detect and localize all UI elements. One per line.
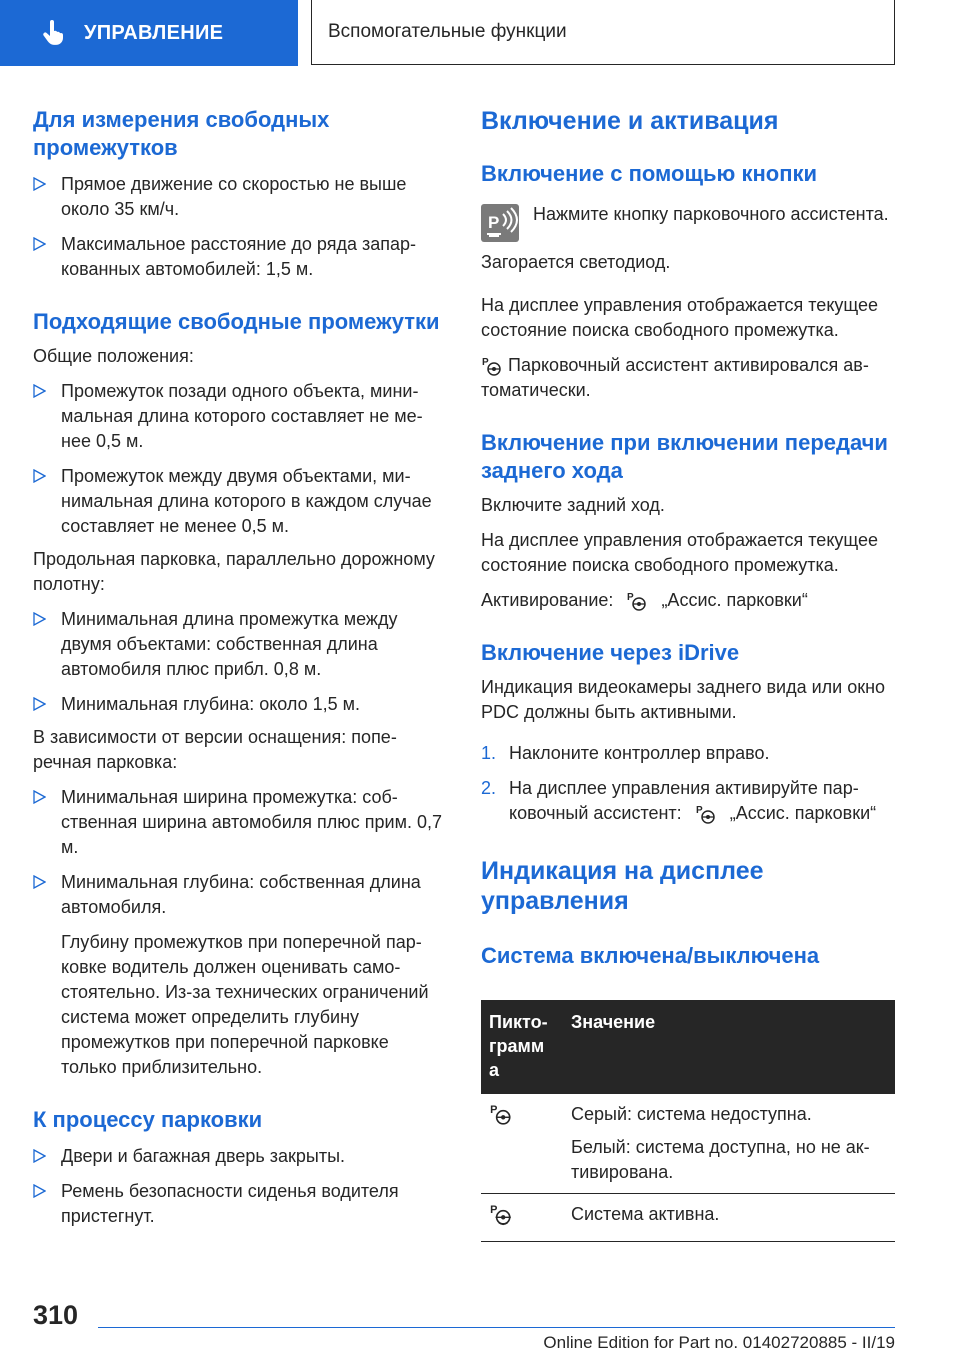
list-item: Прямое движение со скоростью не выше около 35 км/ч. <box>33 172 445 222</box>
heading-system-on-off: Система включена/выключена <box>481 943 820 968</box>
list-item: Промежуток между двумя объектами, минимальная длина которого в каждом случае составляет не менее 0,5 м. <box>33 464 445 539</box>
page-number: 310 <box>33 1300 79 1330</box>
table-row: P Серый: система недоступна. Белый: система доступна, но не активирована. <box>481 1094 895 1194</box>
paragraph: P Парковочный ассистент активировался автоматически. <box>481 355 869 400</box>
list-item-note: Глубину промежутков при поперечной парковке водитель должен оценивать самостоятельно. Из-за технических ограничений система может определить глубину промежутков при поперечной парковке только приблизительно. <box>61 932 429 1077</box>
svg-text:P: P <box>482 357 489 369</box>
paragraph: Индикация видеокамеры заднего вида или окно PDC должны быть активными. <box>481 677 886 722</box>
heading-measure: Для измерения свободных промежутков <box>33 107 330 160</box>
heading-display: Индикация на дисплее управления <box>481 857 764 915</box>
svg-text:P: P <box>490 1103 498 1116</box>
section-title: УПРАВЛЕНИЕ <box>84 21 224 44</box>
list-item: Минимальная длина промежутка между двумя объектами: собственная длина автомобиля плюс прибл. 0,8 м. <box>33 607 445 682</box>
paragraph: Включите задний ход. <box>481 495 665 515</box>
list-item: 1. Наклоните контроллер вправо. <box>481 743 770 763</box>
bullet-triangle-icon <box>33 790 46 804</box>
svg-text:P: P <box>490 1203 498 1216</box>
section-tab[interactable] <box>0 0 298 66</box>
heading-parking-process: К процессу парковки <box>33 1107 263 1132</box>
table-row: P Система активна. <box>481 1194 895 1242</box>
svg-text:P: P <box>488 213 500 232</box>
heading-suitable-gaps: Подходящие свободные промежутки <box>33 309 440 334</box>
bullet-triangle-icon <box>33 384 46 398</box>
list-item: Ремень безопасности сиденья водителя пристегнут. <box>33 1179 445 1229</box>
paragraph: На дисплее управления отображается текущее состояние поиска свободного промежутка. <box>481 295 879 340</box>
parking-assist-button-icon <box>481 204 519 242</box>
list-item: Минимальная ширина промежутка: собственная ширина автомобиля плюс прим. 0,7 м. <box>33 785 445 860</box>
bullet-triangle-icon <box>33 875 46 889</box>
parking-assist-off-icon <box>489 1102 513 1126</box>
paragraph: Активирование: P „Ассис. парковки“ <box>481 588 895 613</box>
list-item: Минимальная глубина: собственная длина автомобиля. Глубину промежутков при поперечной парковке водитель должен оценивать самостоятельно. Из-за технических ограничений система может определить глубину промежутков при поперечной парковке только приблизительно. <box>33 870 445 1080</box>
list-item: Минимальная глубина: около 1,5 м. <box>33 692 445 717</box>
paragraph: Продольная парковка, параллельно дорожному полотну: <box>33 549 435 594</box>
parking-assist-icon <box>626 590 648 612</box>
heading-button: Включение с помощью кнопки <box>481 161 818 186</box>
paragraph: Общие положения: <box>33 346 194 366</box>
heading-activation: Включение и активация <box>481 107 779 135</box>
heading-reverse-gear: Включение при включении передачи заднего хода <box>481 430 888 483</box>
pictogram-table <box>481 1000 895 1242</box>
heading-idrive: Включение через iDrive <box>481 640 740 665</box>
paragraph: В зависимости от версии оснащения: поперечная парковка: <box>33 727 397 772</box>
parking-assist-active-icon <box>481 355 503 377</box>
edition-note: Online Edition for Part no. 01402720885 - II/19 <box>543 1333 895 1352</box>
footer-divider <box>98 1327 895 1328</box>
left-column <box>33 100 445 1229</box>
list-item: Максимальное расстояние до ряда запаркованных автомобилей: 1,5 м. <box>33 232 445 282</box>
right-column <box>481 100 895 1242</box>
bullet-triangle-icon <box>33 1149 46 1163</box>
hand-pointer-icon <box>40 20 66 46</box>
parking-assist-icon <box>695 803 717 825</box>
bullet-triangle-icon <box>33 612 46 626</box>
bullet-triangle-icon <box>33 237 46 251</box>
svg-text:P: P <box>627 592 635 604</box>
bullet-triangle-icon <box>33 1184 46 1198</box>
svg-text:P: P <box>695 805 703 817</box>
parking-assist-active-icon <box>489 1202 513 1226</box>
table-header-row <box>481 1000 895 1094</box>
column-header-pictogram: Пиктограмм а <box>481 1000 563 1094</box>
bullet-triangle-icon <box>33 177 46 191</box>
subsection-header <box>311 0 895 65</box>
list-item: Промежуток позади одного объекта, минимальная длина которого составляет не менее 0,5 м. <box>33 379 445 454</box>
column-header-meaning: Значение <box>563 1000 895 1094</box>
paragraph: На дисплее управления отображается текущее состояние поиска свободного промежутка. <box>481 530 879 575</box>
paragraph: Загорается светодиод. <box>481 252 671 272</box>
bullet-triangle-icon <box>33 697 46 711</box>
subsection-title: Вспомогательные функции <box>328 21 567 42</box>
button-instruction: P Нажмите кнопку парковочного ассистента. <box>481 202 895 242</box>
bullet-triangle-icon <box>33 469 46 483</box>
list-item: 2. На дисплее управления активируйте парковочный ассистент: P „Ассис. парковки“ <box>481 776 895 826</box>
list-item: Двери и багажная дверь закрыты. <box>33 1144 445 1169</box>
